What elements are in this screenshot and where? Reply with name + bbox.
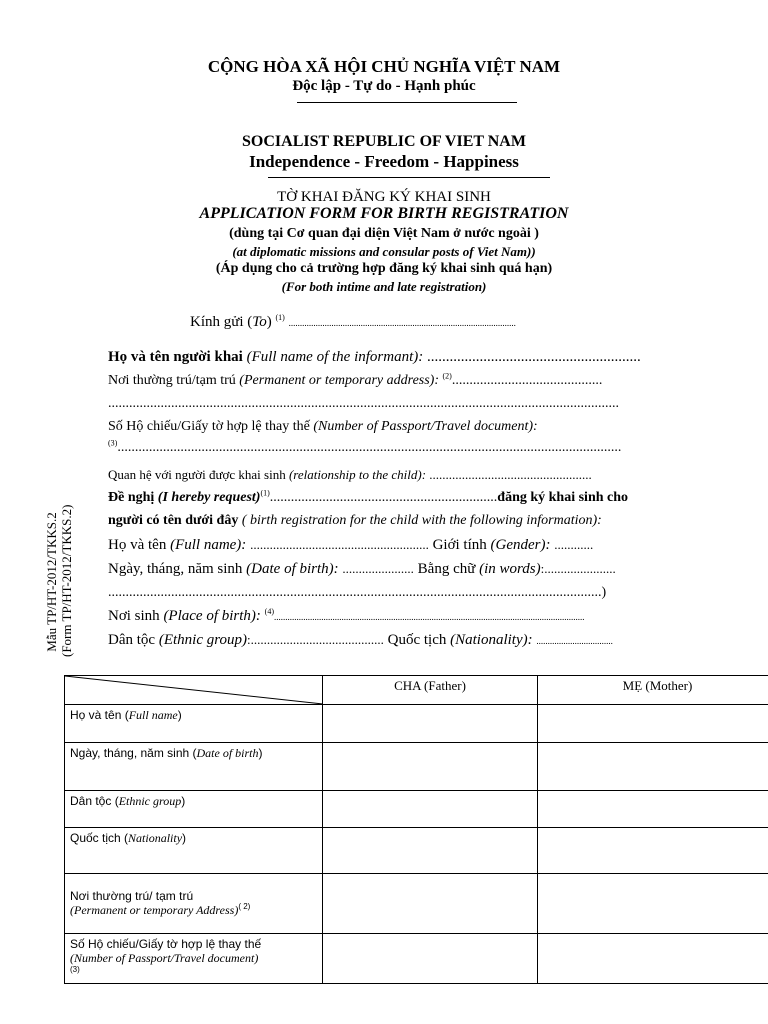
row-label-full-name: Họ và tên (Full name) (65, 705, 323, 743)
relationship-label-en: (relationship to the child): (288, 467, 427, 482)
child-name-field[interactable]: ....................................................... (250, 537, 429, 552)
father-dob-cell[interactable] (323, 743, 538, 791)
informant-name-field[interactable]: ......................................................... (426, 349, 641, 365)
addressee-label-en: To (252, 314, 267, 330)
motto-vi: Độc lập - Tự do - Hạnh phúc (292, 78, 476, 94)
mother-address-cell[interactable] (538, 874, 768, 934)
dob-label-en: (Date of birth): (246, 561, 339, 577)
request-line2-label: người có tên dưới đây (108, 513, 239, 528)
nationality-field[interactable]: .................................. (536, 636, 613, 646)
ethnic-nationality-row[interactable] (108, 632, 712, 649)
address-continuation[interactable]: .................................................................................................................................................. (108, 396, 619, 411)
relationship-label: Quan hệ với người được khai sinh (108, 467, 286, 482)
request-tail: đăng ký khai sinh cho (497, 490, 629, 505)
form-scope-vi: (dùng tại Cơ quan đại diện Việt Nam ở nước ngoài ) (229, 226, 539, 241)
informant-name-row[interactable] (108, 349, 712, 366)
table-row (65, 874, 768, 934)
table-corner-cell (65, 676, 323, 705)
header-divider-vi (297, 102, 517, 103)
footnote-request: (1) (260, 490, 270, 498)
footnote-1: (1) (275, 313, 285, 322)
address-label-en: (Permanent or temporary address): (239, 373, 440, 388)
mother-dob-cell[interactable] (538, 743, 768, 791)
dob-row[interactable] (108, 561, 712, 578)
dob-field[interactable]: ...................... (342, 561, 414, 576)
form-title-en: APPLICATION FORM FOR BIRTH REGISTRATION (199, 205, 569, 222)
pob-field[interactable]: .......................................................................................................................................... (274, 612, 585, 622)
passport-row[interactable] (108, 419, 712, 435)
footnote-4: (4) (264, 608, 274, 616)
dob-label: Ngày, tháng, năm sinh (108, 561, 243, 577)
pob-row[interactable] (108, 608, 712, 625)
addressee-row[interactable] (190, 314, 516, 331)
address-label: Nơi thường trú/tạm trú (108, 373, 236, 388)
dob-words-continuation[interactable]: .............................................................................................................................................) (108, 585, 607, 600)
addressee-label: Kính gửi ( (190, 314, 253, 330)
addressee-paren: ) (266, 314, 272, 330)
child-name-label-en: (Full name): (170, 537, 247, 553)
addressee-field[interactable]: ..................................................................................................... (288, 318, 516, 328)
mother-nationality-cell[interactable] (538, 828, 768, 874)
informant-name-label-en: (Full name of the informant): (246, 349, 424, 365)
form-code-side-note (44, 504, 78, 657)
address-field[interactable]: ........................................... (451, 373, 603, 388)
nationality-label: Quốc tịch (387, 632, 447, 648)
gender-label: Giới tính (432, 537, 487, 553)
relationship-field[interactable]: .................................................. (429, 467, 592, 482)
row-label-passport: Số Hộ chiếu/Giấy tờ hợp lệ thay thế (Number of Passport/Travel document) $^{(3)}$ (65, 934, 323, 984)
request-label-en: (I hereby request) (157, 490, 261, 505)
ethnic-field[interactable]: :......................................... (247, 632, 384, 647)
request-line2-label-en: ( birth registration for the child with the following information): (241, 513, 602, 528)
form-apply-en: (For both intime and late registration) (281, 279, 487, 294)
dob-words-field[interactable]: :...................... (540, 561, 616, 576)
father-full-name-cell[interactable] (323, 705, 538, 743)
form-title-vi: TỜ KHAI ĐĂNG KÝ KHAI SINH (277, 189, 491, 205)
pob-label: Nơi sinh (108, 608, 160, 624)
row-label-nationality: Quốc tịch (Nationality) (65, 828, 323, 874)
gender-label-en: (Gender): (490, 537, 551, 553)
father-address-cell[interactable] (323, 874, 538, 934)
passport-label-en: (Number of Passport/Travel document): (313, 419, 538, 434)
father-passport-cell[interactable] (323, 934, 538, 984)
informant-name-label: Họ và tên người khai (108, 349, 243, 365)
table-row (65, 705, 768, 743)
row-label-date-of-birth: Ngày, tháng, năm sinh (Date of birth) (65, 743, 323, 791)
passport-label: Số Hộ chiếu/Giấy tờ hợp lệ thay thế (108, 419, 310, 434)
child-name-label: Họ và tên (108, 537, 167, 553)
footnote-3: (3) (108, 440, 118, 448)
passport-field-row[interactable] (108, 440, 712, 456)
nationality-label-en: (Nationality): (450, 632, 533, 648)
relationship-row[interactable] (108, 467, 712, 483)
dob-words-label: Bằng chữ (417, 561, 476, 577)
parents-table (64, 675, 768, 984)
gender-field[interactable]: ............ (554, 537, 594, 552)
ethnic-label: Dân tộc (108, 632, 156, 648)
father-column-header: CHA (Father) (323, 676, 538, 705)
table-header-row (65, 676, 768, 705)
mother-column-header: MẸ (Mother) (538, 676, 768, 705)
request-label: Đề nghị (108, 490, 155, 505)
table-row (65, 934, 768, 984)
footnote-2: (2) (442, 373, 452, 381)
country-name-en: SOCIALIST REPUBLIC OF VIET NAM (242, 133, 526, 150)
form-scope-en: (at diplomatic missions and consular posts of Viet Nam)) (232, 244, 536, 259)
row-label-address: Nơi thường trú/ tạm trú (Permanent or temporary Address)$^{( 2)}$ (65, 874, 323, 934)
mother-ethnic-cell[interactable] (538, 791, 768, 828)
dob-words-label-en: (in words) (479, 561, 541, 577)
country-name-vi: CỘNG HÒA XÃ HỘI CHỦ NGHĨA VIỆT NAM (207, 57, 561, 76)
diagonal-line (65, 676, 323, 704)
child-name-row[interactable] (108, 537, 712, 554)
father-ethnic-cell[interactable] (323, 791, 538, 828)
header-divider-en (268, 177, 550, 178)
pob-label-en: (Place of birth): (163, 608, 261, 624)
row-label-ethnic-group: Dân tộc (Ethnic group) (65, 791, 323, 828)
form-code-en: (Form TP/HT-2012/TKKS.2) (59, 504, 74, 657)
ethnic-label-en: (Ethnic group) (158, 632, 248, 648)
address-row[interactable] (108, 373, 712, 389)
request-line-2 (108, 513, 712, 529)
father-nationality-cell[interactable] (323, 828, 538, 874)
mother-full-name-cell[interactable] (538, 705, 768, 743)
motto-en: Independence - Freedom - Happiness (249, 152, 519, 171)
table-row (65, 743, 768, 791)
request-row[interactable]: Đề nghị (I hereby request)$^{(1)}$.................................................................đăng ký khai sinh cho (108, 490, 629, 505)
table-row (65, 791, 768, 828)
passport-field[interactable]: ................................................................................................................................................ (117, 440, 622, 455)
form-code-vi: Mẫu TP/HT-2012/TKKS.2 (44, 512, 59, 652)
table-row (65, 828, 768, 874)
mother-passport-cell[interactable] (538, 934, 768, 984)
form-apply-vi: (Áp dụng cho cả trường hợp đăng ký khai sinh quá hạn) (215, 261, 553, 276)
